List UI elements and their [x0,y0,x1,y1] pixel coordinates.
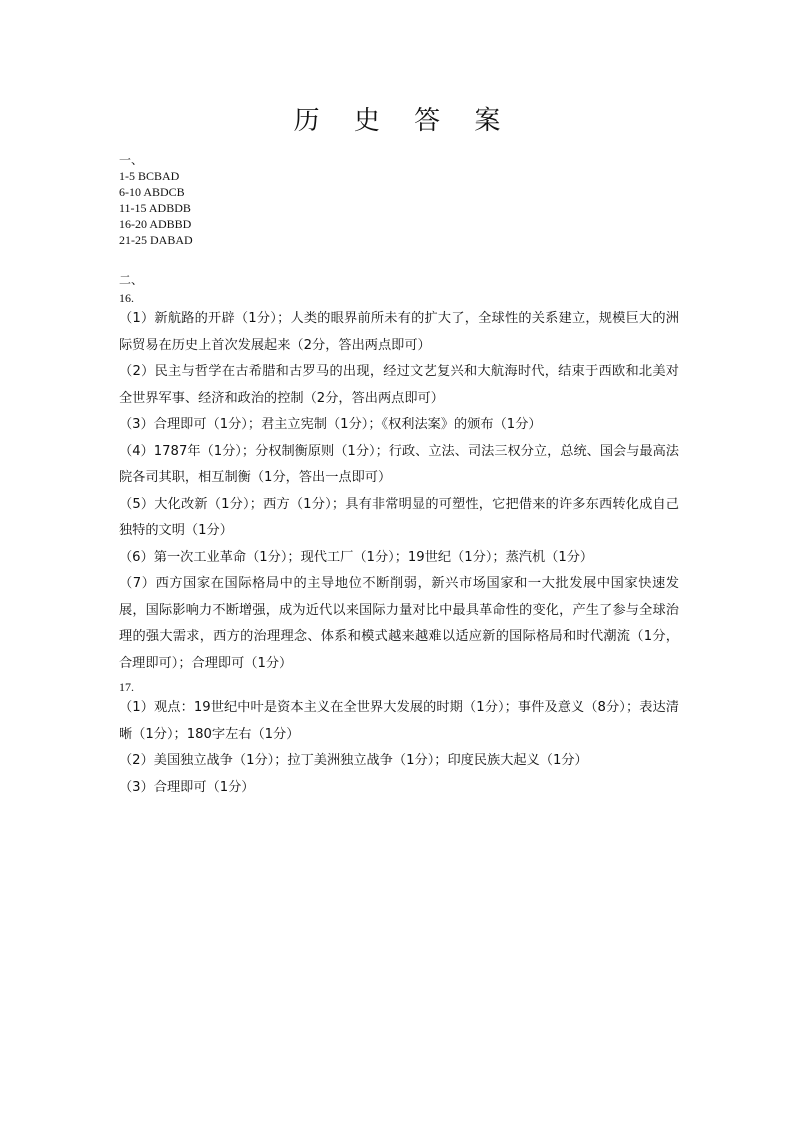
mc-answer-line: 6-10 ABDCB [119,185,185,199]
q16-answer-3: （3）合理即可（1分）；君主立宪制（1分）；《权利法案》的颁布（1分） [119,417,542,432]
q16-answer-6: （6）第一次工业革命（1分）；现代工厂（1分）；19世纪（1分）；蒸汽机（1分） [119,549,594,565]
page-title: 历 史 答 案 [293,106,514,136]
mc-answer-line: 21-25 DABAD [119,233,193,247]
q16-answer-4: （4）1787年（1分）；分权制衡原则（1分）；行政、立法、司法三权分立，总统、国会与最高法院各司其职，相互制衡（1分，答出一点即可） [119,443,679,485]
q16-answer-7: （7）西方国家在国际格局中的主导地位不断削弱，新兴市场国家和一大批发展中国家快速发展，国际影响力不断增强，成为近代以来国际力量对比中最具革命性的变化，产生了参与全球治理的强大需求，西方的治理理念、体系和模式越来越难以适应新的国际格局和时代潮流（1分，合理即可）；合理即可（1分） [119,576,679,671]
q16-answer-2: （2）民主与哲学在古希腊和古罗马的出现，经过文艺复兴和大航海时代，结束于西欧和北美对全世界军事、经济和政治的控制（2分，答出两点即可） [119,364,679,406]
question-17-number: 17. [119,680,134,694]
mc-answer-line: 16-20 ADBBD [119,217,192,231]
section-2-label: 二、 [119,273,144,287]
q16-answer-1: （1）新航路的开辟（1分）；人类的眼界前所未有的扩大了，全球性的关系建立，规模巨大的洲际贸易在历史上首次发展起来（2分，答出两点即可） [119,311,679,353]
section-1-label: 一、 [119,153,144,167]
mc-answer-line: 1-5 BCBAD [119,169,180,183]
q17-answer-2: （2）美国独立战争（1分）；拉丁美洲独立战争（1分）；印度民族大起义（1分） [119,753,588,768]
q17-answer-3: （3）合理即可（1分） [119,779,255,795]
question-16-number: 16. [119,291,134,305]
q16-answer-5: （5）大化改新（1分）；西方（1分）；具有非常明显的可塑性，它把借来的许多东西转化成自己独特的文明（1分） [119,496,679,538]
mc-answer-line: 11-15 ADBDB [119,201,191,215]
q17-answer-1: （1）观点：19世纪中叶是资本主义在全世界大发展的时期（1分）；事件及意义（8分）；表达清晰（1分）；180字左右（1分） [119,700,679,742]
answer-content [119,152,679,801]
